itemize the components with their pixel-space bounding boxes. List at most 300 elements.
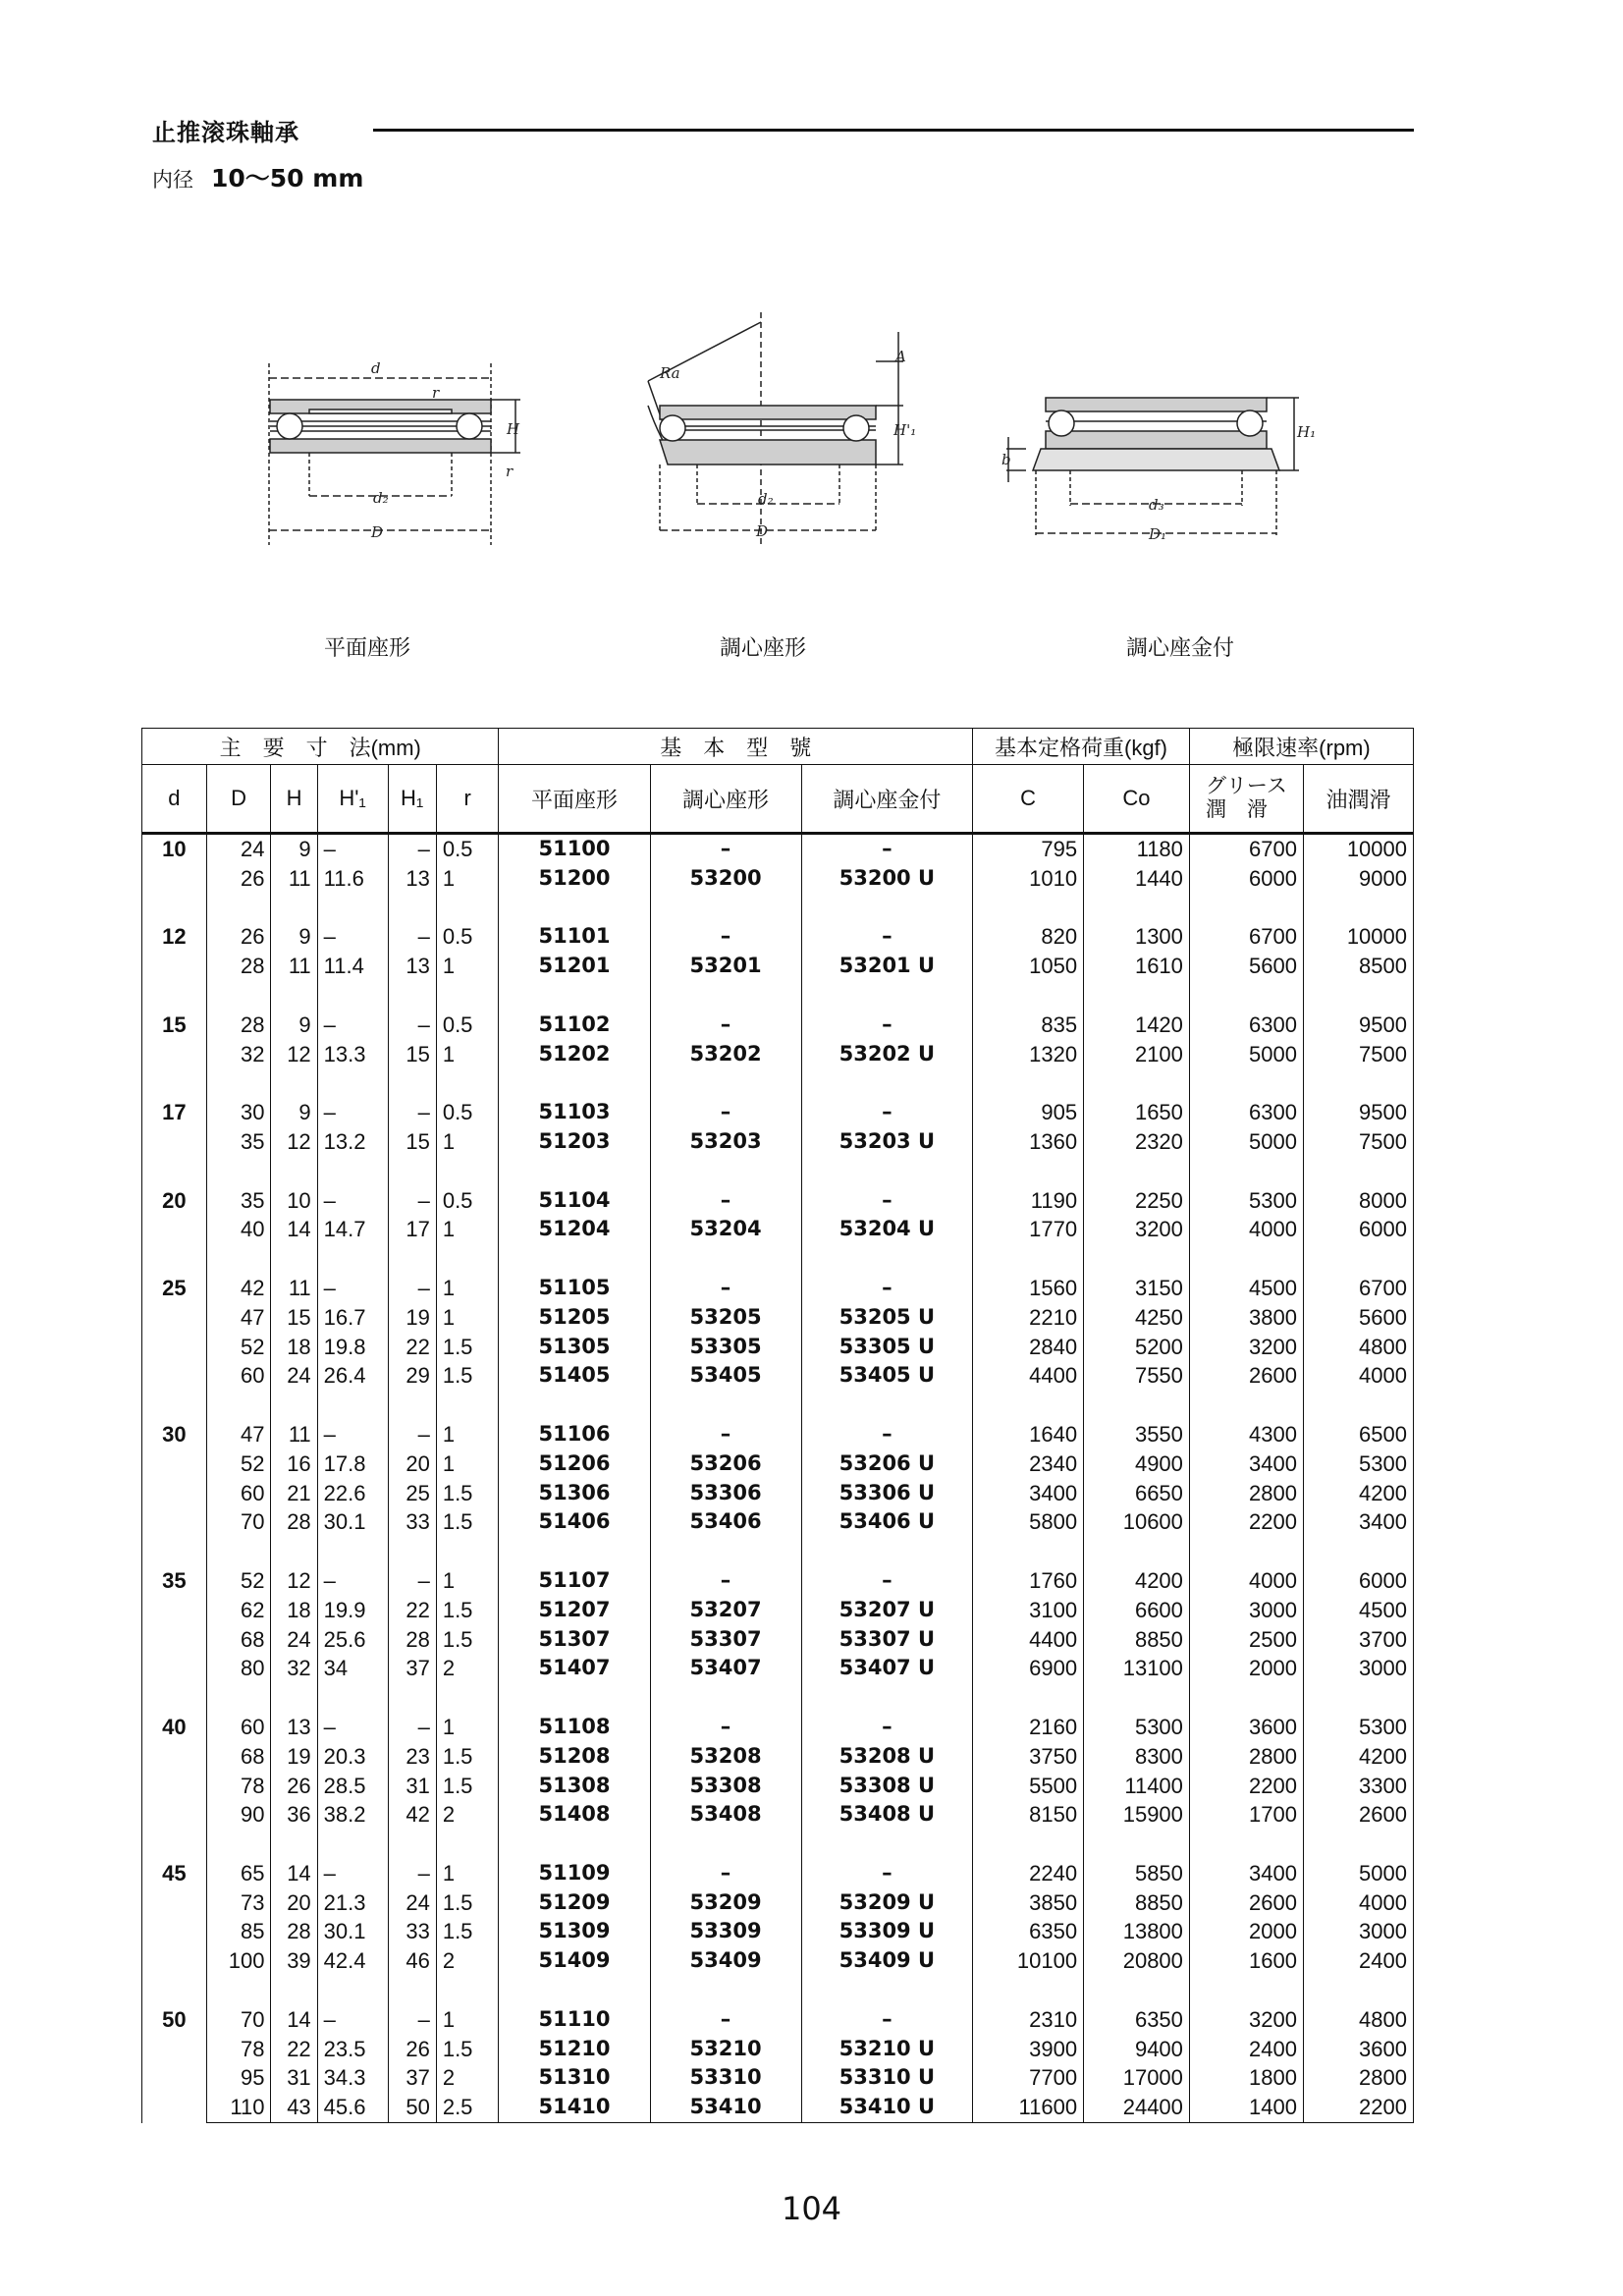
cell-Co: 4250 <box>1084 1303 1190 1333</box>
cell-C: 1320 <box>973 1040 1084 1069</box>
cell-H: 13 <box>271 1713 317 1742</box>
cell-D: 73 <box>206 1888 271 1918</box>
cell-oil-speed: 3400 <box>1303 1507 1413 1537</box>
cell-aligning-washer: – <box>801 1859 973 1888</box>
cell-flat-seat: 51200 <box>499 864 650 894</box>
cell-H1-prime: 34 <box>317 1654 388 1683</box>
cell-C: 1010 <box>973 864 1084 894</box>
cell-oil-speed: 5600 <box>1303 1303 1413 1333</box>
cell-H: 18 <box>271 1596 317 1625</box>
cell-C: 6350 <box>973 1917 1084 1946</box>
cell-Co: 1440 <box>1084 864 1190 894</box>
cell-C: 820 <box>973 922 1084 952</box>
label-r-top: r <box>432 384 440 402</box>
cell-aligning-seat: 53407 <box>650 1654 801 1683</box>
label-D: D <box>756 522 769 540</box>
cell-grease-speed: 6000 <box>1189 864 1303 894</box>
cell-flat-seat: 51208 <box>499 1742 650 1772</box>
cell-H: 19 <box>271 1742 317 1772</box>
cell-aligning-washer: 53200 U <box>801 864 973 894</box>
cell-flat-seat: 51204 <box>499 1215 650 1244</box>
cell-H1: 33 <box>388 1507 436 1537</box>
label-d2: d₂ <box>373 489 389 507</box>
cell-H1-prime: 23.5 <box>317 2035 388 2064</box>
cell-grease-speed: 5000 <box>1189 1040 1303 1069</box>
table-row <box>142 1479 1414 1508</box>
cell-H1-prime: 19.9 <box>317 1596 388 1625</box>
group-spacer <box>142 1976 1414 2005</box>
cell-H1: 22 <box>388 1596 436 1625</box>
cell-flat-seat: 51305 <box>499 1333 650 1362</box>
table-row <box>142 1566 1414 1596</box>
cell-aligning-seat: 53307 <box>650 1625 801 1655</box>
cell-r: 1.5 <box>436 1507 499 1537</box>
cell-Co: 7550 <box>1084 1361 1190 1391</box>
cell-H1: 31 <box>388 1772 436 1801</box>
cell-H1-prime: 30.1 <box>317 1917 388 1946</box>
cell-H1: – <box>388 1186 436 1216</box>
group-spacer <box>142 1830 1414 1859</box>
cell-aligning-washer: 53207 U <box>801 1596 973 1625</box>
table-row <box>142 1186 1414 1216</box>
cell-C: 4400 <box>973 1361 1084 1391</box>
table-row <box>142 1274 1414 1303</box>
cell-r: 1 <box>436 1420 499 1449</box>
cell-H1-prime: 26.4 <box>317 1361 388 1391</box>
group-spacer <box>142 981 1414 1011</box>
cell-oil-speed: 4000 <box>1303 1888 1413 1918</box>
cell-H1: – <box>388 1566 436 1596</box>
cell-H1: – <box>388 1713 436 1742</box>
cell-aligning-washer: 53407 U <box>801 1654 973 1683</box>
col-grease <box>1189 765 1303 834</box>
cell-D: 32 <box>206 1040 271 1069</box>
cell-Co: 5300 <box>1084 1713 1190 1742</box>
cell-aligning-seat: 53408 <box>650 1800 801 1830</box>
cell-H1-prime: 21.3 <box>317 1888 388 1918</box>
cell-aligning-seat: – <box>650 1098 801 1127</box>
cell-D: 60 <box>206 1479 271 1508</box>
table-row <box>142 1596 1414 1625</box>
cell-bore-d: 40 <box>142 1713 207 1830</box>
cell-r: 1.5 <box>436 1479 499 1508</box>
cell-H1-prime: 34.3 <box>317 2063 388 2093</box>
subtitle-label: 内径 <box>152 168 193 191</box>
cell-D: 42 <box>206 1274 271 1303</box>
cell-r: 1 <box>436 1040 499 1069</box>
cell-H1: 23 <box>388 1742 436 1772</box>
label-b: b <box>1001 451 1011 468</box>
cell-bore-d: 12 <box>142 922 207 981</box>
cell-r: 1 <box>436 1713 499 1742</box>
table-row <box>142 1303 1414 1333</box>
cell-Co: 2250 <box>1084 1186 1190 1216</box>
cell-aligning-washer: 53308 U <box>801 1772 973 1801</box>
cell-D: 95 <box>206 2063 271 2093</box>
cell-r: 1 <box>436 1274 499 1303</box>
cell-D: 60 <box>206 1361 271 1391</box>
cell-H1-prime: 30.1 <box>317 1507 388 1537</box>
cell-flat-seat: 51105 <box>499 1274 650 1303</box>
cell-aligning-washer: 53204 U <box>801 1215 973 1244</box>
cell-Co: 3150 <box>1084 1274 1190 1303</box>
cell-r: 1 <box>436 1859 499 1888</box>
cell-H: 10 <box>271 1186 317 1216</box>
cell-D: 62 <box>206 1596 271 1625</box>
col-aligning-washer: 調心座金付 <box>801 765 973 834</box>
cell-H1: 15 <box>388 1040 436 1069</box>
cell-D: 26 <box>206 922 271 952</box>
table-row <box>142 1507 1414 1537</box>
cell-H: 22 <box>271 2035 317 2064</box>
cell-Co: 9400 <box>1084 2035 1190 2064</box>
cell-H: 32 <box>271 1654 317 1683</box>
cell-flat-seat: 51109 <box>499 1859 650 1888</box>
cell-grease-speed: 2800 <box>1189 1742 1303 1772</box>
cell-H: 28 <box>271 1917 317 1946</box>
cell-aligning-seat: 53207 <box>650 1596 801 1625</box>
cell-Co: 4200 <box>1084 1566 1190 1596</box>
cell-r: 2.5 <box>436 2093 499 2122</box>
aligning-seat-diagram <box>609 312 923 548</box>
cell-grease-speed: 2400 <box>1189 2035 1303 2064</box>
cell-aligning-washer: 53305 U <box>801 1333 973 1362</box>
cell-Co: 8300 <box>1084 1742 1190 1772</box>
cell-aligning-seat: 53310 <box>650 2063 801 2093</box>
cell-Co: 15900 <box>1084 1800 1190 1830</box>
cell-aligning-washer: – <box>801 1186 973 1216</box>
title-rule <box>373 129 1414 132</box>
cell-D: 28 <box>206 952 271 981</box>
cell-oil-speed: 2200 <box>1303 2093 1413 2122</box>
cell-r: 0.5 <box>436 1098 499 1127</box>
cell-flat-seat: 51408 <box>499 1800 650 1830</box>
cell-aligning-seat: 53202 <box>650 1040 801 1069</box>
cell-oil-speed: 9500 <box>1303 1098 1413 1127</box>
table-row <box>142 1917 1414 1946</box>
cell-Co: 4900 <box>1084 1449 1190 1479</box>
cell-H1-prime: – <box>317 1859 388 1888</box>
cell-aligning-seat: 53306 <box>650 1479 801 1508</box>
cell-Co: 1420 <box>1084 1011 1190 1040</box>
cell-H1: 33 <box>388 1917 436 1946</box>
cell-aligning-seat: – <box>650 834 801 864</box>
cell-H: 11 <box>271 1420 317 1449</box>
cell-aligning-seat: 53210 <box>650 2035 801 2064</box>
cell-Co: 11400 <box>1084 1772 1190 1801</box>
cell-H: 16 <box>271 1449 317 1479</box>
cell-flat-seat: 51310 <box>499 2063 650 2093</box>
cell-C: 905 <box>973 1098 1084 1127</box>
label-H1-prime: H'₁ <box>893 421 917 439</box>
cell-bore-d: 10 <box>142 834 207 894</box>
cell-C: 795 <box>973 834 1084 864</box>
table-row <box>142 1420 1414 1449</box>
cell-C: 3100 <box>973 1596 1084 1625</box>
table-row <box>142 1098 1414 1127</box>
cell-H1: 20 <box>388 1449 436 1479</box>
cell-grease-speed: 3400 <box>1189 1449 1303 1479</box>
table-row <box>142 1361 1414 1391</box>
cell-H1: 46 <box>388 1946 436 1976</box>
cell-aligning-washer: 53306 U <box>801 1479 973 1508</box>
cell-aligning-seat: 53205 <box>650 1303 801 1333</box>
cell-aligning-seat: 53409 <box>650 1946 801 1976</box>
cell-aligning-washer: – <box>801 1566 973 1596</box>
cell-H1: 15 <box>388 1127 436 1157</box>
cell-H1: 17 <box>388 1215 436 1244</box>
caption-flat-seat: 平面座形 <box>324 636 411 661</box>
cell-Co: 8850 <box>1084 1625 1190 1655</box>
cell-grease-speed: 5600 <box>1189 952 1303 981</box>
cell-H: 18 <box>271 1333 317 1362</box>
cell-aligning-washer: – <box>801 922 973 952</box>
col-Co: Co <box>1084 765 1190 834</box>
cell-r: 2 <box>436 2063 499 2093</box>
cell-H: 28 <box>271 1507 317 1537</box>
cell-aligning-seat: 53308 <box>650 1772 801 1801</box>
cell-H: 43 <box>271 2093 317 2122</box>
cell-oil-speed: 8500 <box>1303 952 1413 981</box>
cell-H: 12 <box>271 1566 317 1596</box>
header-dimensions: 主 要 寸 法(mm) <box>142 729 499 765</box>
cell-aligning-seat: 53309 <box>650 1917 801 1946</box>
cell-H: 9 <box>271 1098 317 1127</box>
cell-oil-speed: 7500 <box>1303 1040 1413 1069</box>
cell-C: 1770 <box>973 1215 1084 1244</box>
cell-C: 2840 <box>973 1333 1084 1362</box>
col-D: D <box>206 765 271 834</box>
aligning-seat-washer-diagram <box>997 388 1321 555</box>
cell-grease-speed: 2200 <box>1189 1507 1303 1537</box>
cell-flat-seat: 51108 <box>499 1713 650 1742</box>
cell-aligning-washer: 53208 U <box>801 1742 973 1772</box>
cell-flat-seat: 51101 <box>499 922 650 952</box>
cell-grease-speed: 6300 <box>1189 1011 1303 1040</box>
cell-bore-d: 45 <box>142 1859 207 1976</box>
cell-Co: 1650 <box>1084 1098 1190 1127</box>
cell-aligning-washer: – <box>801 1713 973 1742</box>
cell-aligning-washer: – <box>801 1274 973 1303</box>
cell-Co: 5850 <box>1084 1859 1190 1888</box>
cell-C: 4400 <box>973 1625 1084 1655</box>
cell-aligning-seat: 53201 <box>650 952 801 981</box>
cell-flat-seat: 51102 <box>499 1011 650 1040</box>
cell-Co: 3550 <box>1084 1420 1190 1449</box>
cell-grease-speed: 3200 <box>1189 1333 1303 1362</box>
cell-H1-prime: 22.6 <box>317 1479 388 1508</box>
cell-C: 7700 <box>973 2063 1084 2093</box>
cell-grease-speed: 5000 <box>1189 1127 1303 1157</box>
label-D1: D₁ <box>1149 525 1167 543</box>
cell-r: 1 <box>436 952 499 981</box>
cell-H1: – <box>388 1420 436 1449</box>
cell-aligning-washer: – <box>801 2005 973 2035</box>
cell-grease-speed: 1800 <box>1189 2063 1303 2093</box>
cell-oil-speed: 9000 <box>1303 864 1413 894</box>
cell-Co: 10600 <box>1084 1507 1190 1537</box>
cell-oil-speed: 4500 <box>1303 1596 1413 1625</box>
cell-aligning-seat: – <box>650 1859 801 1888</box>
cell-D: 90 <box>206 1800 271 1830</box>
cell-r: 0.5 <box>436 834 499 864</box>
spec-table-body <box>142 834 1414 2123</box>
cell-r: 1 <box>436 1303 499 1333</box>
header-speed: 極限速率(rpm) <box>1189 729 1413 765</box>
cell-flat-seat: 51110 <box>499 2005 650 2035</box>
cell-H: 14 <box>271 2005 317 2035</box>
table-row <box>142 864 1414 894</box>
cell-flat-seat: 51100 <box>499 834 650 864</box>
cell-bore-d: 20 <box>142 1186 207 1245</box>
cell-aligning-washer: 53309 U <box>801 1917 973 1946</box>
label-d3: d₃ <box>1149 496 1164 514</box>
cell-C: 1640 <box>973 1420 1084 1449</box>
cell-grease-speed: 3800 <box>1189 1303 1303 1333</box>
cell-grease-speed: 4300 <box>1189 1420 1303 1449</box>
table-row <box>142 1946 1414 1976</box>
cell-D: 100 <box>206 1946 271 1976</box>
table-row <box>142 2093 1414 2122</box>
group-spacer <box>142 894 1414 923</box>
cell-D: 24 <box>206 834 271 864</box>
cell-H1-prime: – <box>317 834 388 864</box>
cell-oil-speed: 6500 <box>1303 1420 1413 1449</box>
table-row <box>142 952 1414 981</box>
cell-r: 1.5 <box>436 1742 499 1772</box>
cell-D: 47 <box>206 1303 271 1333</box>
cell-grease-speed: 2500 <box>1189 1625 1303 1655</box>
cell-oil-speed: 2600 <box>1303 1800 1413 1830</box>
table-row <box>142 1449 1414 1479</box>
cell-oil-speed: 4200 <box>1303 1742 1413 1772</box>
cell-flat-seat: 51104 <box>499 1186 650 1216</box>
cell-aligning-washer: 53202 U <box>801 1040 973 1069</box>
cell-flat-seat: 51203 <box>499 1127 650 1157</box>
cell-H1-prime: 42.4 <box>317 1946 388 1976</box>
cell-H1: – <box>388 834 436 864</box>
col-H1: H₁ <box>388 765 436 834</box>
cell-r: 1.5 <box>436 1596 499 1625</box>
cell-Co: 6350 <box>1084 2005 1190 2035</box>
cell-grease-speed: 1700 <box>1189 1800 1303 1830</box>
cell-H1: – <box>388 1098 436 1127</box>
cell-grease-speed: 4000 <box>1189 1215 1303 1244</box>
cell-r: 2 <box>436 1654 499 1683</box>
cell-oil-speed: 10000 <box>1303 922 1413 952</box>
cell-Co: 2320 <box>1084 1127 1190 1157</box>
cell-aligning-washer: 53201 U <box>801 952 973 981</box>
table-row <box>142 1215 1414 1244</box>
cell-H1: 26 <box>388 2035 436 2064</box>
cell-H1-prime: – <box>317 2005 388 2035</box>
cell-H1: – <box>388 1011 436 1040</box>
cell-grease-speed: 2600 <box>1189 1888 1303 1918</box>
cell-r: 1 <box>436 1449 499 1479</box>
cell-C: 1050 <box>973 952 1084 981</box>
cell-aligning-washer: 53210 U <box>801 2035 973 2064</box>
cell-oil-speed: 4000 <box>1303 1361 1413 1391</box>
cell-grease-speed: 6700 <box>1189 922 1303 952</box>
cell-r: 1.5 <box>436 1333 499 1362</box>
cell-H: 15 <box>271 1303 317 1333</box>
cell-oil-speed: 3600 <box>1303 2035 1413 2064</box>
cell-aligning-seat: 53200 <box>650 864 801 894</box>
cell-aligning-washer: 53409 U <box>801 1946 973 1976</box>
col-flat-seat: 平面座形 <box>499 765 650 834</box>
group-spacer <box>142 1391 1414 1420</box>
cell-Co: 6600 <box>1084 1596 1190 1625</box>
cell-C: 1190 <box>973 1186 1084 1216</box>
table-row <box>142 1713 1414 1742</box>
cell-Co: 1610 <box>1084 952 1190 981</box>
label-H: H <box>507 420 520 438</box>
cell-aligning-seat: 53305 <box>650 1333 801 1362</box>
cell-H: 24 <box>271 1625 317 1655</box>
cell-oil-speed: 2400 <box>1303 1946 1413 1976</box>
cell-aligning-washer: 53406 U <box>801 1507 973 1537</box>
cell-oil-speed: 2800 <box>1303 2063 1413 2093</box>
cell-H: 9 <box>271 1011 317 1040</box>
cell-C: 835 <box>973 1011 1084 1040</box>
cell-C: 1760 <box>973 1566 1084 1596</box>
cell-bore-d: 35 <box>142 1566 207 1683</box>
cell-grease-speed: 1600 <box>1189 1946 1303 1976</box>
cell-oil-speed: 9500 <box>1303 1011 1413 1040</box>
cell-grease-speed: 5300 <box>1189 1186 1303 1216</box>
cell-r: 1.5 <box>436 1625 499 1655</box>
cell-grease-speed: 3000 <box>1189 1596 1303 1625</box>
cell-D: 68 <box>206 1742 271 1772</box>
cell-C: 2160 <box>973 1713 1084 1742</box>
cell-Co: 17000 <box>1084 2063 1190 2093</box>
cell-Co: 3200 <box>1084 1215 1190 1244</box>
col-H: H <box>271 765 317 834</box>
cell-r: 1 <box>436 2005 499 2035</box>
cell-oil-speed: 8000 <box>1303 1186 1413 1216</box>
col-oil: 油潤滑 <box>1303 765 1413 834</box>
cell-aligning-seat: – <box>650 1011 801 1040</box>
table-row <box>142 1625 1414 1655</box>
cell-oil-speed: 6000 <box>1303 1215 1413 1244</box>
cell-aligning-washer: 53408 U <box>801 1800 973 1830</box>
cell-flat-seat: 51207 <box>499 1596 650 1625</box>
cell-r: 0.5 <box>436 1186 499 1216</box>
cell-Co: 24400 <box>1084 2093 1190 2122</box>
grease-line1: グリース <box>1205 775 1287 797</box>
cell-H1: 19 <box>388 1303 436 1333</box>
table-row <box>142 1742 1414 1772</box>
cell-Co: 13800 <box>1084 1917 1190 1946</box>
table-row <box>142 1800 1414 1830</box>
cell-Co: 8850 <box>1084 1888 1190 1918</box>
cell-H1-prime: 20.3 <box>317 1742 388 1772</box>
table-row <box>142 1127 1414 1157</box>
cell-flat-seat: 51306 <box>499 1479 650 1508</box>
cell-flat-seat: 51107 <box>499 1566 650 1596</box>
cell-aligning-washer: 53209 U <box>801 1888 973 1918</box>
cell-r: 1 <box>436 1566 499 1596</box>
cell-flat-seat: 51209 <box>499 1888 650 1918</box>
cell-flat-seat: 51103 <box>499 1098 650 1127</box>
cell-H1: – <box>388 1859 436 1888</box>
cell-C: 2210 <box>973 1303 1084 1333</box>
label-r-bottom: r <box>506 463 514 480</box>
cell-C: 6900 <box>973 1654 1084 1683</box>
table-row <box>142 1011 1414 1040</box>
label-D: D <box>371 523 384 541</box>
cell-H1-prime: 14.7 <box>317 1215 388 1244</box>
